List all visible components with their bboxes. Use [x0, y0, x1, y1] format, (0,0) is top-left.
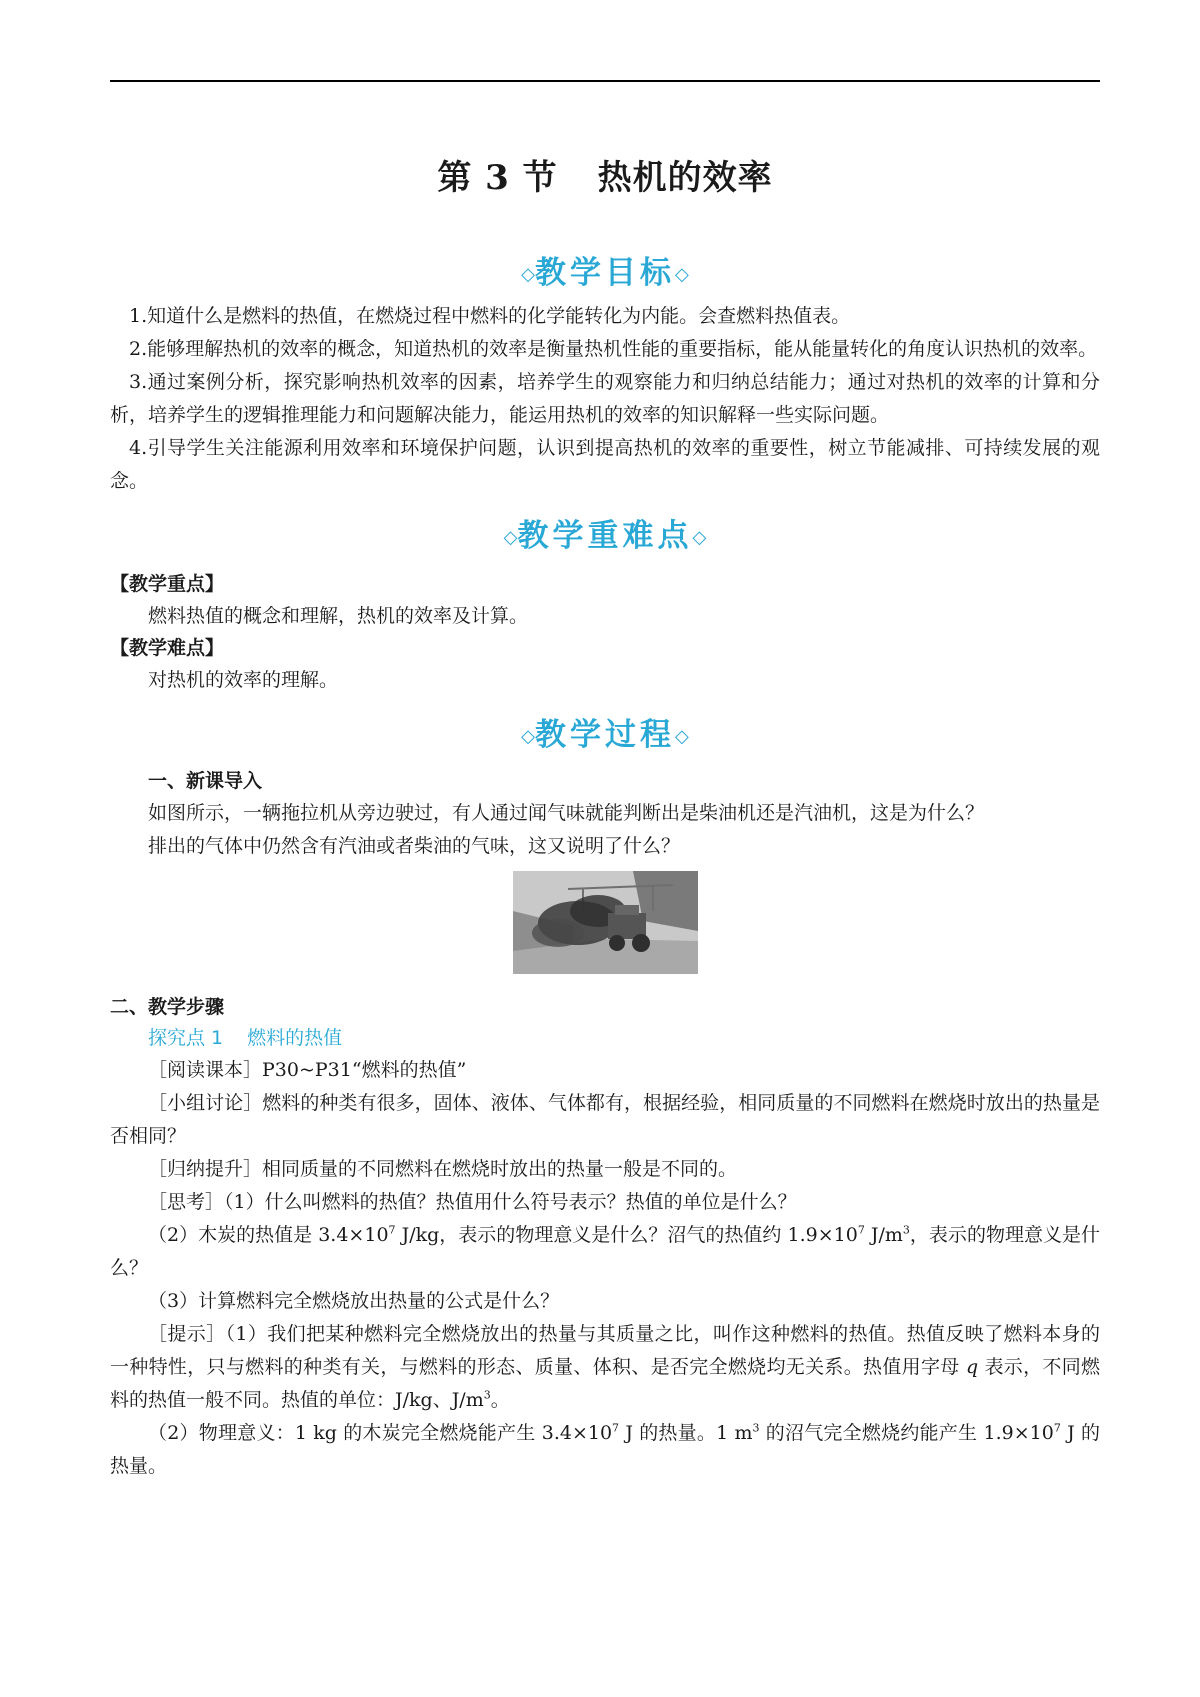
read-textbook-line: ［阅读课本］P30~P31“燃料的热值” — [148, 1059, 467, 1081]
objectives-heading: ◇教学目标◇ — [521, 255, 689, 291]
process-heading: ◇教学过程◇ — [521, 717, 689, 753]
explore-point-title — [110, 1023, 1100, 1054]
keypoints-block — [110, 569, 1100, 697]
explore-name: 燃料的热值 — [247, 1027, 343, 1049]
explore-label: 探究点 1 — [148, 1027, 224, 1049]
keypoints-heading: ◇教学重难点◇ — [503, 518, 707, 554]
document-page — [110, 80, 1100, 1483]
objective-item: 1.知道什么是燃料的热值，在燃烧过程中燃料的化学能转化为内能。会查燃料热值表。 — [129, 305, 851, 327]
think-question-3: （3）计算燃料完全燃烧放出热量的公式是什么？ — [148, 1290, 560, 1312]
hint-tag: ［提示］ — [148, 1323, 226, 1345]
group-discussion-line: ［小组讨论］燃料的种类有很多，固体、液体、气体都有，根据经验，相同质量的不同燃料在燃烧时放出的热量是否相同？ — [110, 1092, 1100, 1147]
read-tag: ［阅读课本］ — [148, 1059, 263, 1081]
title-section: 第 3 节 — [437, 158, 558, 198]
objective-item: 3.通过案例分析，探究影响热机效率的因素，培养学生的观察能力和归纳总结能力；通过对热机的效率的计算和分析，培养学生的逻辑推理能力和问题解决能力，能运用热机的效率的知识解释一些实际问题。 — [110, 371, 1100, 426]
title-name: 热机的效率 — [597, 158, 773, 198]
difficult-label: 【教学难点】 — [110, 637, 225, 659]
hint-paragraph-1: ［提示］（1）我们把某种燃料完全燃烧放出的热量与其质量之比，叫作这种燃料的热值。热值反映了燃料本身的一种特性，只与燃料的种类有关，与燃料的形态、质量、体积、是否完全燃烧均无关系。热值用字母 q 表示，不同燃料的热值一般不同。热值的单位：J/kg、$J/m^3$。 — [110, 1323, 1101, 1411]
diamond-icon: ◇ — [521, 264, 535, 285]
diamond-icon: ◇ — [503, 527, 518, 548]
difficult-text: 对热机的效率的理解。 — [148, 669, 339, 691]
diamond-icon: ◇ — [675, 264, 689, 285]
diamond-icon: ◇ — [675, 726, 689, 747]
think-question-1: ［思考］（1）什么叫燃料的热值？热值用什么符号表示？热值的单位是什么？ — [148, 1191, 797, 1213]
discuss-tag: ［小组讨论］ — [148, 1092, 263, 1114]
objective-item: 4.引导学生关注能源利用效率和环境保护问题，认识到提高热机的效率的重要性，树立节能减排、可持续发展的观念。 — [110, 437, 1100, 492]
summary-line: ［归纳提升］相同质量的不同燃料在燃烧时放出的热量一般是不同的。 — [148, 1158, 738, 1180]
summary-tag: ［归纳提升］ — [148, 1158, 263, 1180]
diamond-icon: ◇ — [521, 726, 535, 747]
intro-paragraph: 如图所示，一辆拖拉机从旁边驶过，有人通过闻气味就能判断出是柴油机还是汽油机，这是为什么？ — [148, 802, 985, 824]
think-tag: ［思考］ — [148, 1191, 225, 1213]
page-title — [110, 150, 1100, 199]
intro-heading: 一、新课导入 — [148, 770, 263, 792]
steps-heading: 二、教学步骤 — [110, 996, 225, 1018]
important-label: 【教学重点】 — [110, 573, 225, 595]
objective-item: 2.能够理解热机的效率的概念，知道热机的效率是衡量热机性能的重要指标，能从能量转化的角度认识热机的效率。 — [129, 338, 1098, 360]
think-question-2: （2）木炭的热值是 $3.4\times 10^7$ J/kg，表示的物理意义是什么？沼气的热值约 $1.9\times 10^7$ $J/m^3$，表示的物理意义是什么？ — [110, 1223, 1100, 1279]
objectives-list — [110, 300, 1100, 498]
diamond-icon: ◇ — [692, 527, 707, 548]
important-text: 燃料热值的概念和理解，热机的效率及计算。 — [148, 605, 529, 627]
tractor-exhaust-photo — [513, 871, 698, 974]
process-block — [110, 766, 1100, 1483]
tractor-photo-container — [110, 871, 1100, 978]
tractor-exhaust-illustration — [513, 871, 698, 974]
hint-paragraph-2: （2）物理意义：1 kg 的木炭完全燃烧能产生 $3.4\times 10^7$ J 的热量。1 $m^3$ 的沼气完全燃烧约能产生 $1.9\times 10^7$ J 的热量。 — [110, 1421, 1100, 1477]
intro-paragraph: 排出的气体中仍然含有汽油或者柴油的气味，这又说明了什么？ — [148, 835, 681, 857]
